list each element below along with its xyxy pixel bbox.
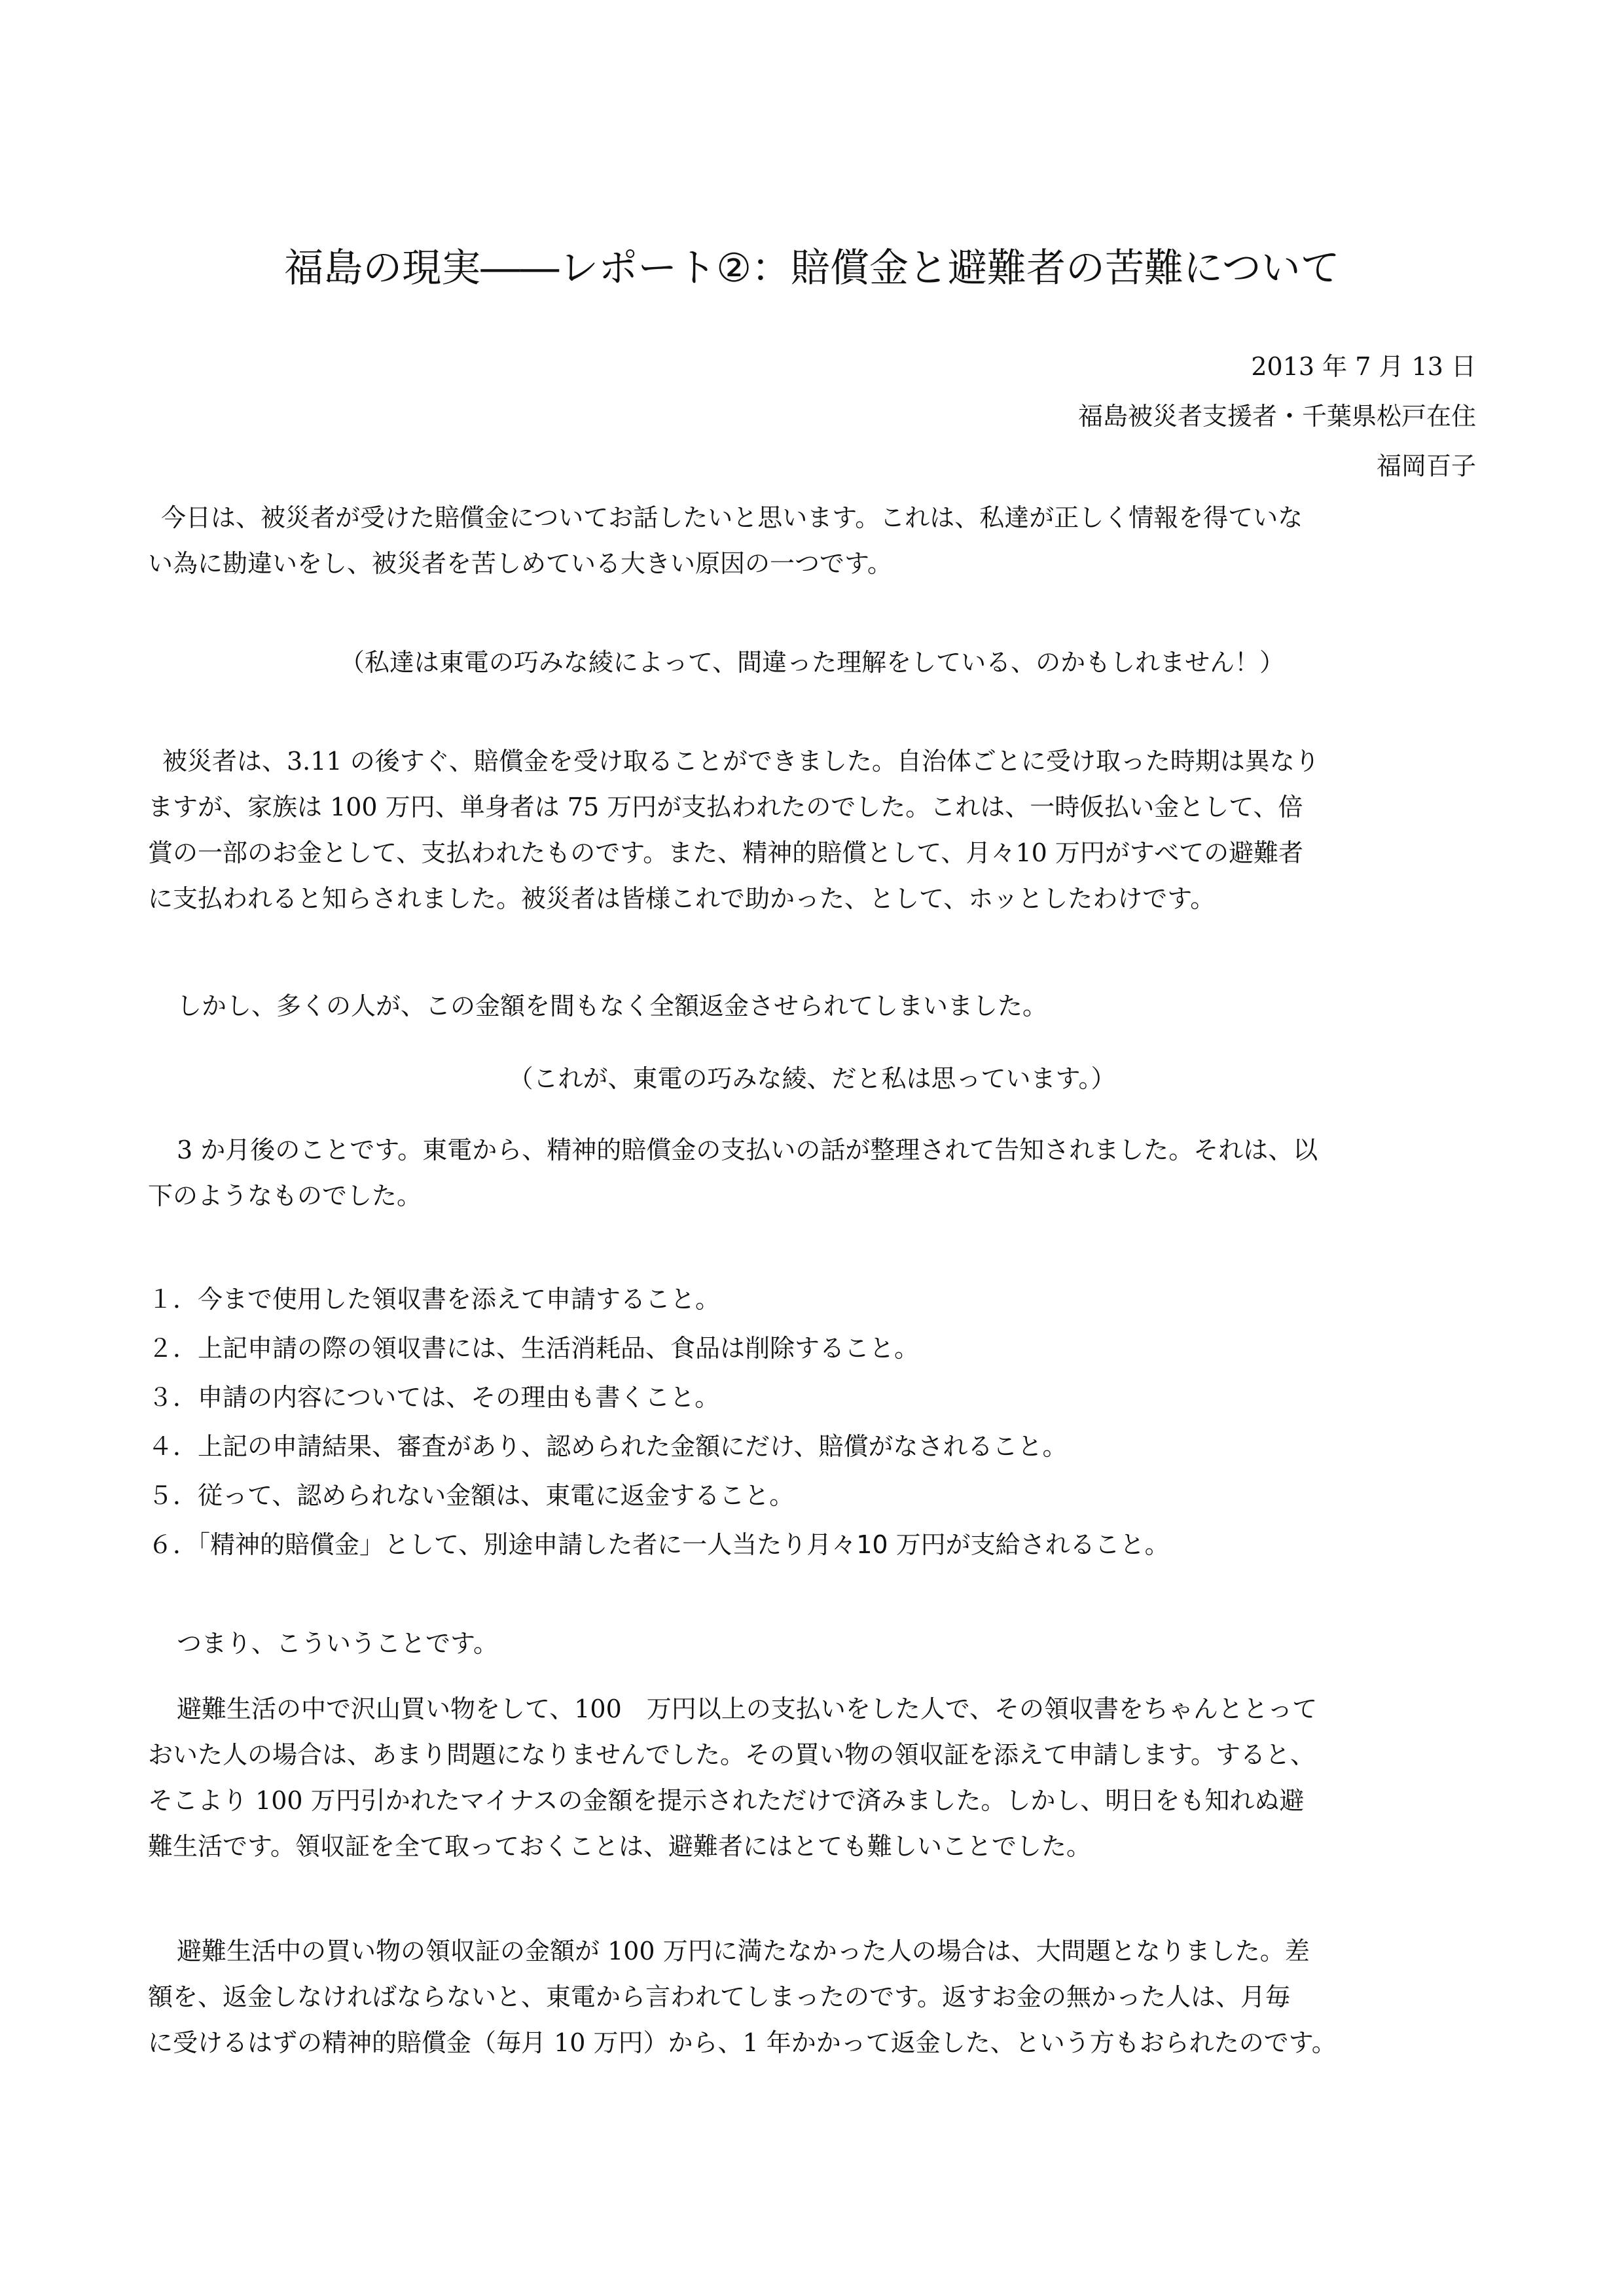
paragraph-line: に支払われると知らされました。被災者は皆様これで助かった、として、ホッとしたわけです。: [148, 884, 1216, 913]
list-item: １．今まで使用した領収書を添えて申請すること。: [148, 1285, 721, 1314]
paragraph-line: そこより 100 万円引かれたマイナスの金額を提示されただけで済みました。しかし、明日をも知れぬ避: [148, 1786, 1305, 1815]
paragraph-notice: [148, 1127, 1477, 1219]
paragraph-initial-payment: [148, 738, 1477, 922]
list-item: ６．「精神的賠償金」として、別途申請した者に一人当たり月々10 万円が支給されること。: [148, 1530, 1170, 1559]
paragraph-summary: [148, 1621, 1477, 1666]
list-item: ２．上記申請の際の領収書には、生活消耗品、食品は削除すること。: [148, 1334, 920, 1363]
paragraph-line: おいた人の場合は、あまり問題になりませんでした。その買い物の領収証を添えて申請します。すると、: [148, 1740, 1315, 1769]
paragraph-line: 難生活です。領収証を全て取っておくことは、避難者にはとても難しいことでした。: [148, 1832, 1091, 1861]
paragraph-line: い為に勘違いをし、被災者を苦しめている大きい原因の一つです。: [148, 549, 892, 578]
paragraph-refund: [148, 983, 1477, 1029]
paragraph-over-million: [148, 1686, 1477, 1869]
author-name: 福岡百子: [1376, 452, 1476, 480]
paragraph-intro: [148, 495, 1477, 586]
author-role: 福島被災者支援者・千葉県松戸在住: [1077, 402, 1476, 431]
list-item: ４．上記の申請結果、審査があり、認められた金額にだけ、賠償がなされること。: [148, 1432, 1068, 1461]
paragraph-under-million: [148, 1928, 1477, 2066]
document-title: 福島の現実――レポート②：賠償金と避難者の苦難について: [284, 245, 1340, 291]
paragraph-line: 今日は、被災者が受けた賠償金についてお話したいと思います。これは、私達が正しく情報を得ていな: [161, 503, 1303, 532]
paragraph-line: 額を、返金しなければならないと、東電から言われてしまったのです。返すお金の無かった人は、月毎: [148, 1982, 1290, 2011]
paragraph-line: しかし、多くの人が、この金額を間もなく全額返金させられてしまいました。: [177, 992, 1048, 1020]
paragraph-line: ますが、家族は 100 万円、単身者は 75 万円が支払われたのでした。これは、一時仮払い金として、倍: [148, 793, 1303, 821]
paragraph-line: 避難生活の中で沢山買い物をして、100 万円以上の支払いをした人で、その領収書をちゃんととって: [177, 1695, 1318, 1723]
note-tepco-trick: （私達は東電の巧みな綾によって、間違った理解をしている、のかもしれません！）: [339, 648, 1285, 677]
paragraph-line: 賞の一部のお金として、支払われたものです。また、精神的賠償として、月々10 万円がすべての避難者: [148, 838, 1304, 867]
paragraph-line: 下のようなものでした。: [148, 1181, 422, 1210]
note-author-opinion: （これが、東電の巧みな綾、だと私は思っています。）: [508, 1064, 1116, 1093]
list-item: ３．申請の内容については、その理由も書くこと。: [148, 1383, 720, 1412]
paragraph-line: 3 か月後のことです。東電から、精神的賠償金の支払いの話が整理されて告知されました。それは、以: [177, 1136, 1318, 1164]
paragraph-line: つまり、こういうことです。: [177, 1629, 498, 1658]
paragraph-line: 避難生活中の買い物の領収証の金額が 100 万円に満たなかった人の場合は、大問題となりました。差: [177, 1937, 1310, 1965]
conditions-list: [148, 1275, 1477, 1570]
document-date: 2013 年 7 月 13 日: [1251, 352, 1476, 381]
paragraph-line: 被災者は、3.11 の後すぐ、賠償金を受け取ることができました。自治体ごとに受け取った時期は異なり: [162, 747, 1320, 776]
list-item: ５．従って、認められない金額は、東電に返金すること。: [148, 1481, 795, 1510]
paragraph-line: に受けるはずの精神的賠償金（毎月 10 万円）から、1 年かかって返金した、という方もおられたのです。: [148, 2028, 1337, 2057]
